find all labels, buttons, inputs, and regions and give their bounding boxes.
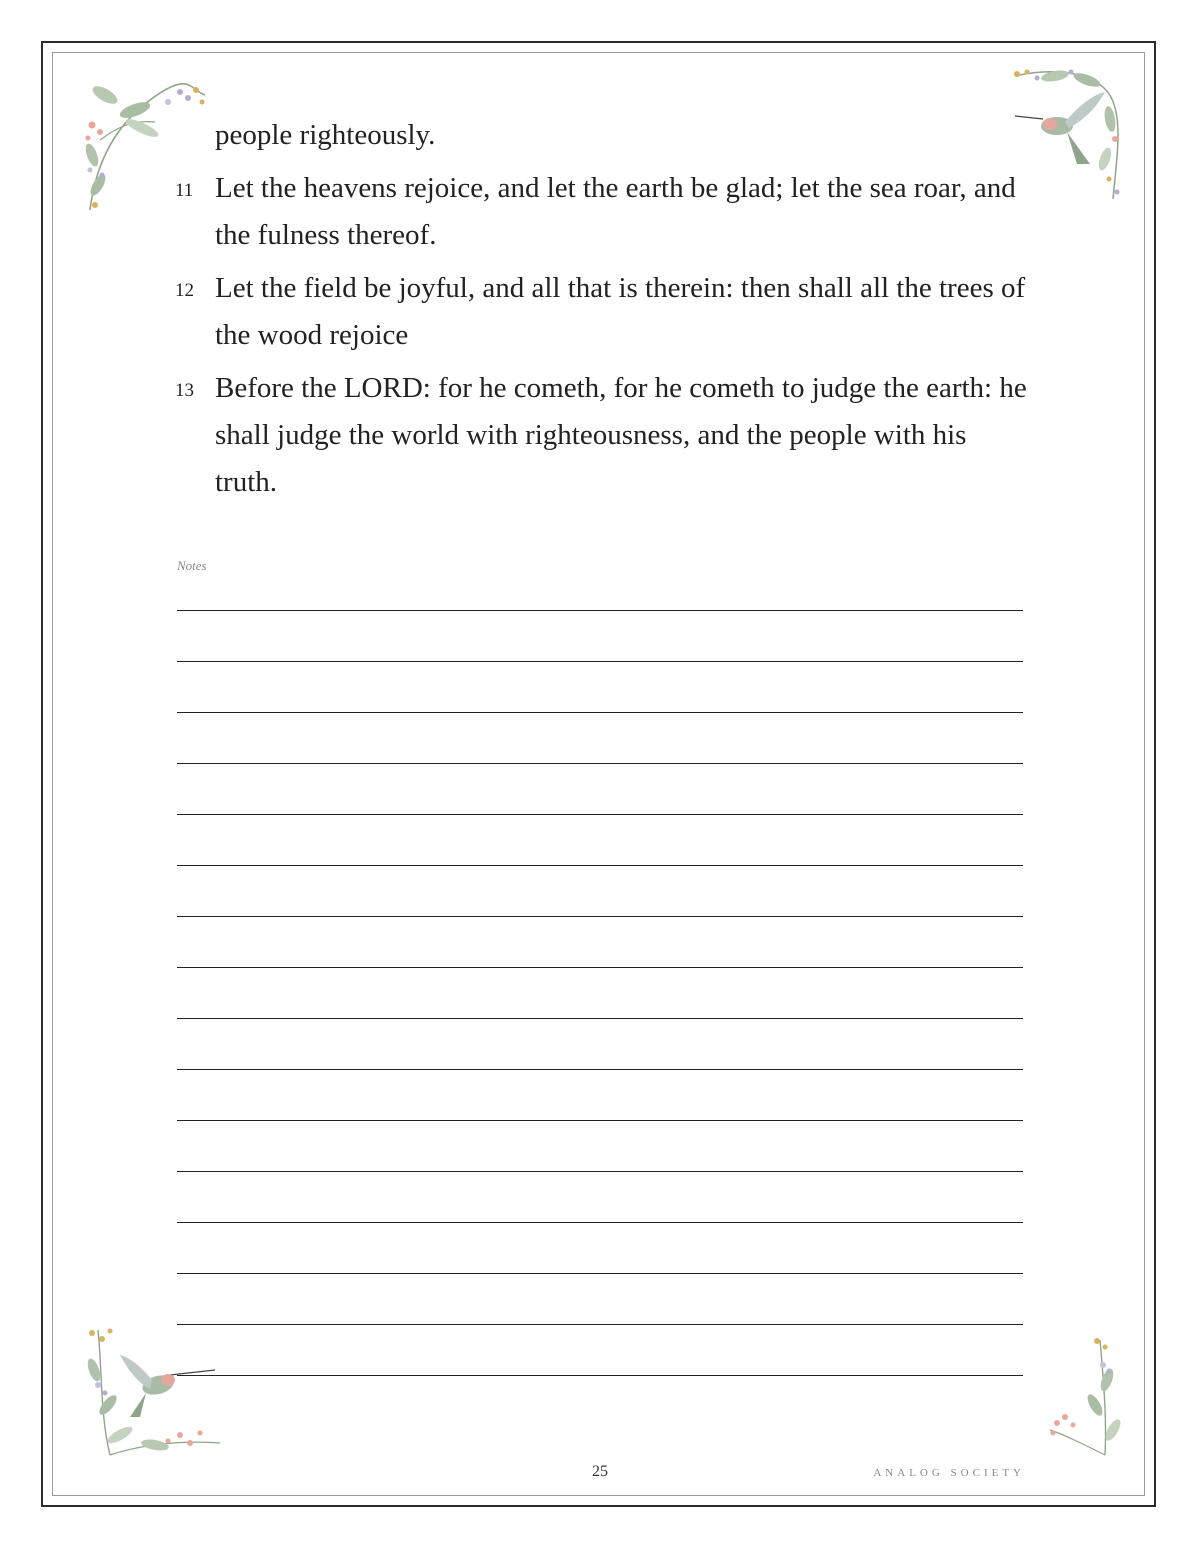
note-line[interactable] [177, 865, 1023, 866]
verse [175, 112, 1035, 159]
verse-number: 13 [175, 380, 194, 401]
floral-corner-icon [1045, 1335, 1125, 1460]
verse-text: Before the LORD: for he cometh, for he cometh to judge the earth: he shall judge the world with righteousness, and the people with his truth. [215, 372, 1027, 498]
footer-brand: ANALOG SOCIETY [873, 1467, 1025, 1479]
verse [175, 365, 1035, 506]
verse [175, 265, 1035, 359]
note-line[interactable] [177, 661, 1023, 662]
note-line[interactable] [177, 1273, 1023, 1274]
note-line[interactable] [177, 916, 1023, 917]
hummingbird-icon [80, 1325, 225, 1460]
note-line[interactable] [177, 1069, 1023, 1070]
verse-number: 12 [175, 280, 194, 301]
note-line[interactable] [177, 1222, 1023, 1223]
note-line[interactable] [177, 763, 1023, 764]
verse [175, 165, 1035, 259]
verse-text: Let the field be joyful, and all that is therein: then shall all the trees of the wood rejoice [215, 272, 1026, 351]
notes-label: Notes [177, 558, 207, 573]
note-line[interactable] [177, 1120, 1023, 1121]
note-line[interactable] [177, 814, 1023, 815]
verse-text: Let the heavens rejoice, and let the earth be glad; let the sea roar, and the fulness thereof. [215, 172, 1016, 251]
note-line[interactable] [177, 967, 1023, 968]
verse-number: 11 [175, 180, 194, 201]
note-line[interactable] [177, 1171, 1023, 1172]
verse-text: people righteously. [215, 119, 436, 151]
note-line[interactable] [177, 1324, 1023, 1325]
page-number: 25 [592, 1463, 608, 1480]
note-line[interactable] [177, 1018, 1023, 1019]
scripture-passage [175, 112, 1035, 512]
note-line[interactable] [177, 610, 1023, 611]
verse-number [175, 112, 215, 159]
note-line[interactable] [177, 1375, 1023, 1376]
note-line[interactable] [177, 712, 1023, 713]
